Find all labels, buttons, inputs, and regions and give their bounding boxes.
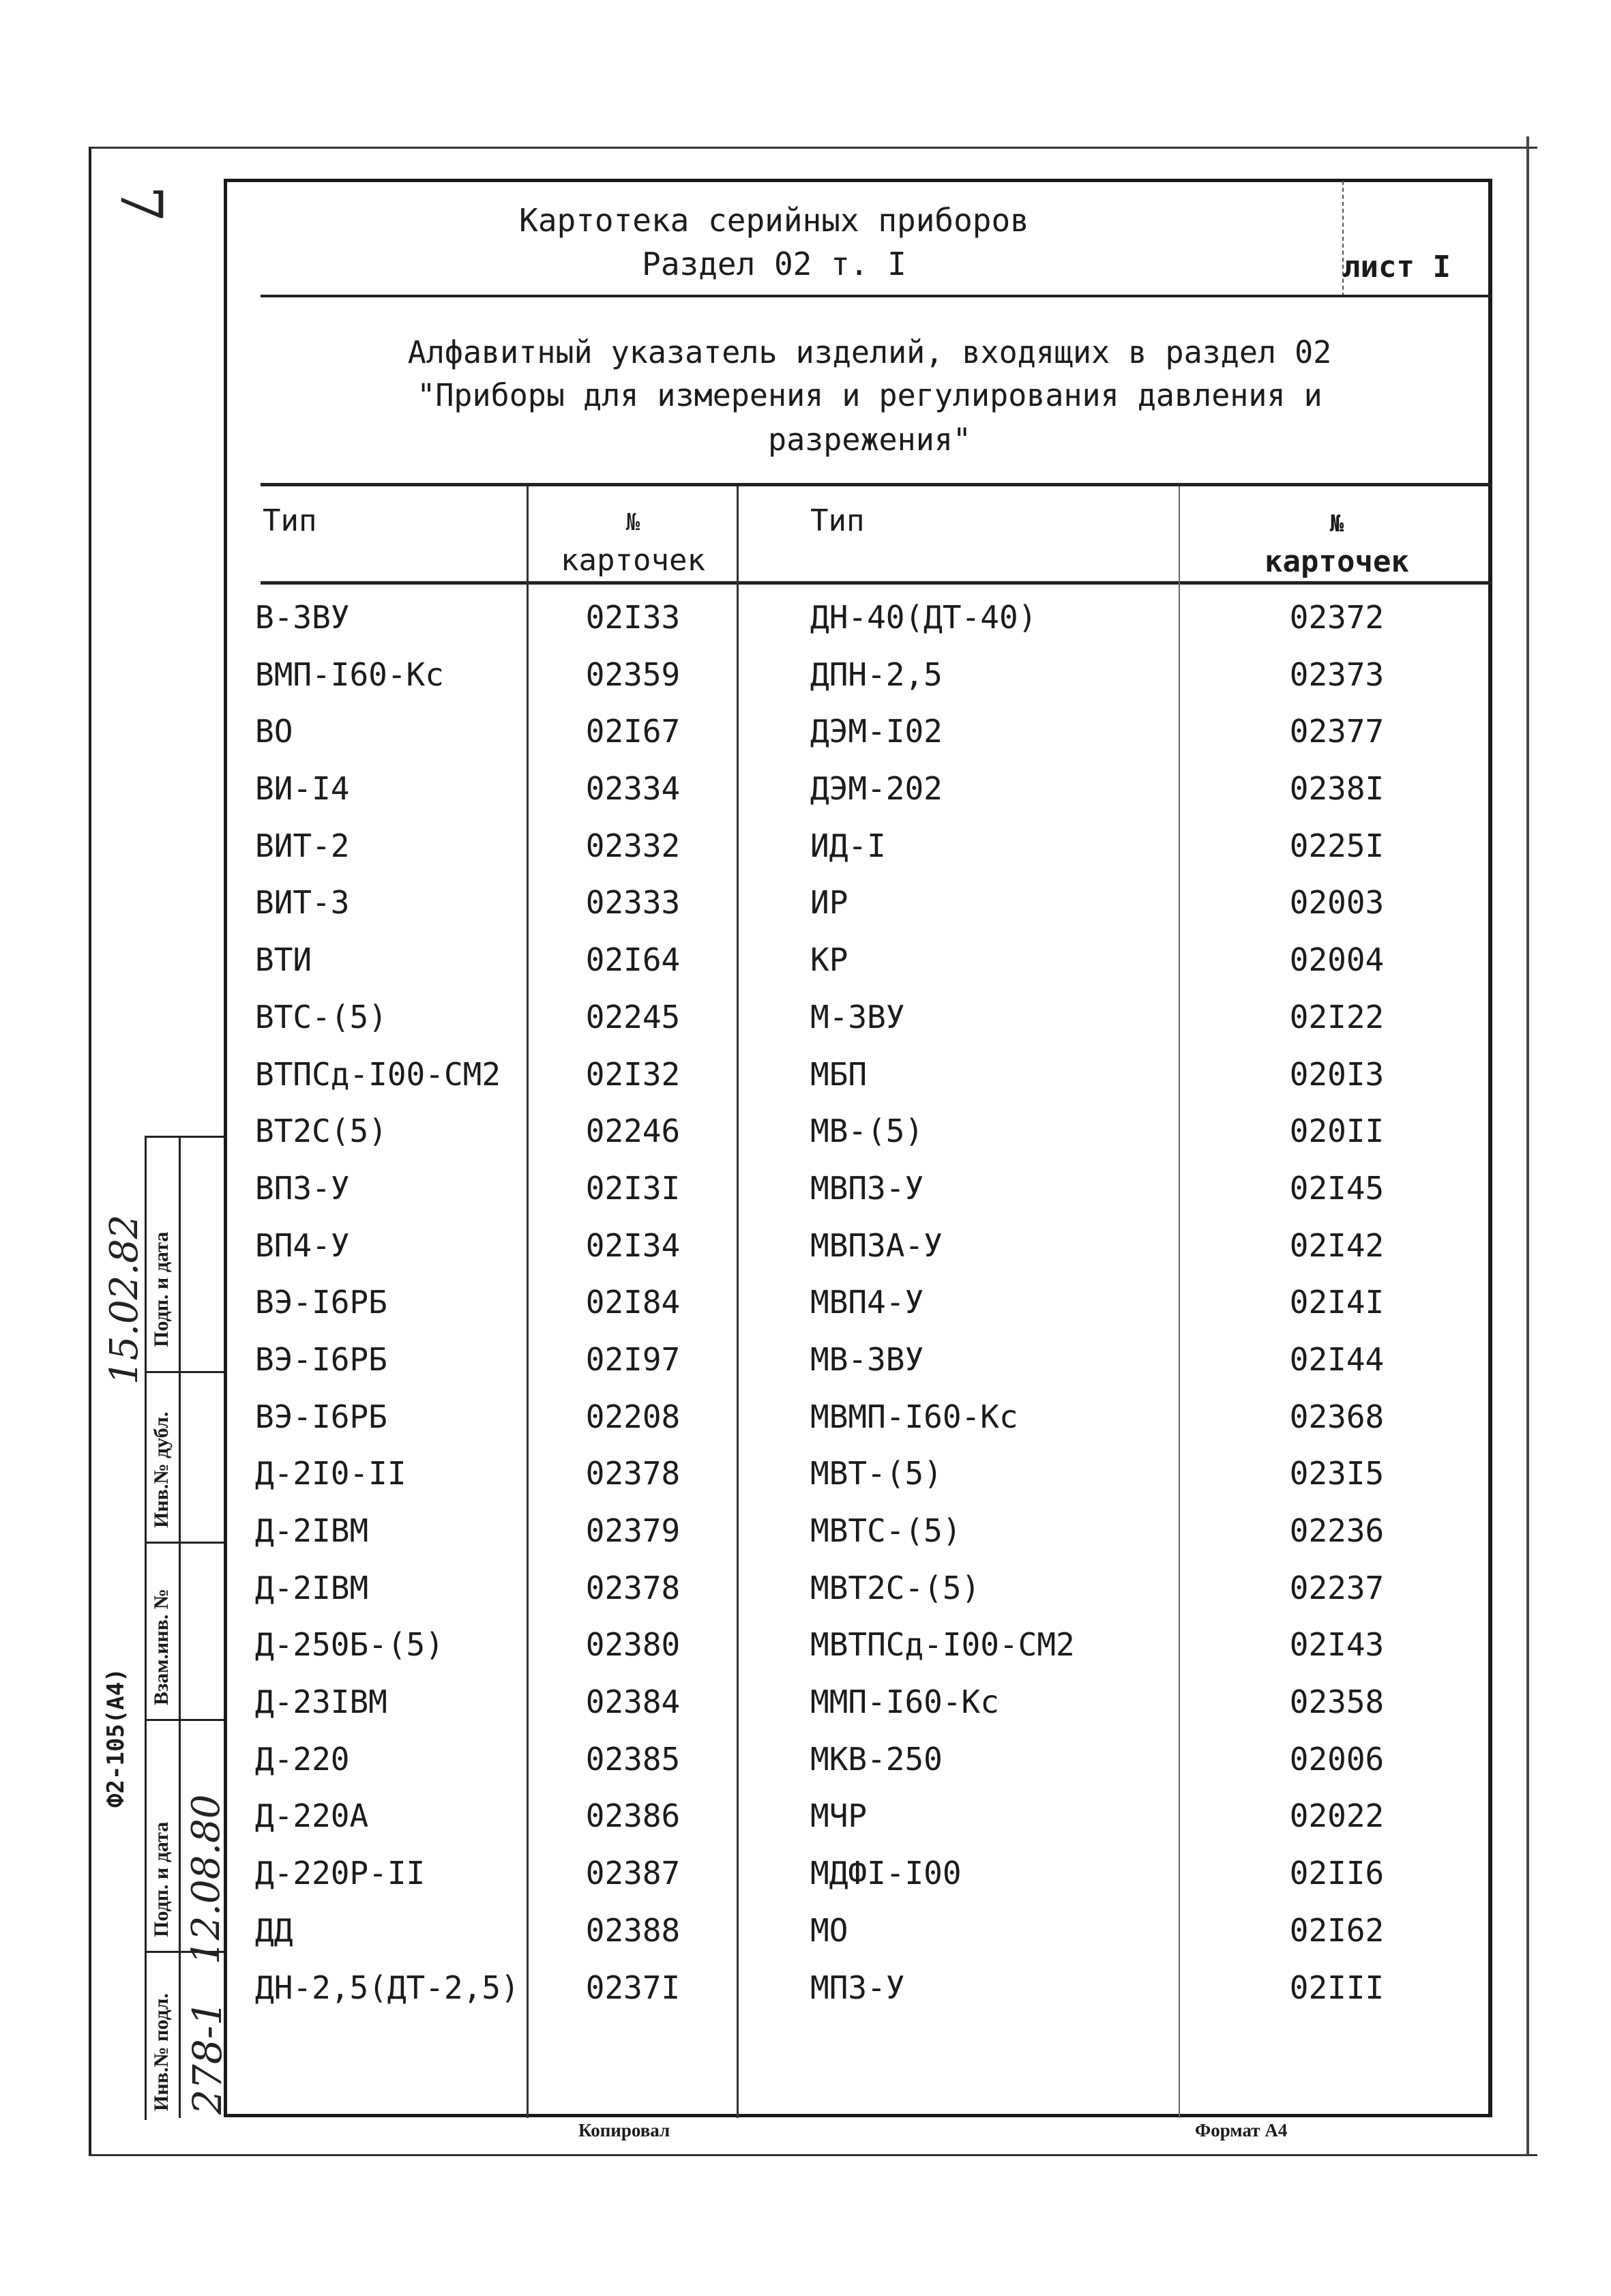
- device-type-right: ДН-40(ДТ-40): [810, 599, 1037, 636]
- device-type-right: ДПН-2,5: [810, 656, 943, 693]
- device-type-left: ВЭ-I6РБ: [255, 1398, 387, 1435]
- stamp-sign-date-1: Подп. и дата: [150, 1231, 173, 1347]
- device-type-left: Д-220А: [255, 1797, 369, 1835]
- index-heading-line-2: "Приборы для измерения и регулирования давления и: [417, 377, 1322, 413]
- card-number-right: 02II6: [1289, 1855, 1385, 1892]
- form-code: Ф2-105(А4): [102, 1668, 130, 1808]
- device-type-left: ВЭ-I6РБ: [255, 1284, 387, 1321]
- table-row: [0, 1056, 1611, 1113]
- card-number-right: 02I22: [1289, 998, 1385, 1035]
- table-row: [0, 1512, 1611, 1570]
- card-number-right: 02I45: [1289, 1169, 1385, 1207]
- card-number-right: 02I4I: [1289, 1284, 1385, 1321]
- card-number-right: 02372: [1289, 599, 1385, 636]
- device-type-right: МЧР: [810, 1797, 868, 1835]
- table-row: [0, 1912, 1611, 1969]
- card-number-left: 02388: [585, 1911, 681, 1949]
- table-row: [0, 1113, 1611, 1170]
- table-row: [0, 1683, 1611, 1741]
- column-header-type-2: Тип: [810, 503, 865, 538]
- card-number-left: 02359: [585, 656, 681, 693]
- table-row: [0, 884, 1611, 941]
- device-type-left: ДД: [255, 1911, 293, 1949]
- stamp-strip-line: [145, 1542, 224, 1544]
- card-number-left: 02387: [585, 1855, 681, 1892]
- card-number-left: 02I32: [585, 1055, 681, 1093]
- device-type-right: МПЗ-У: [810, 1969, 905, 2006]
- sheet-number: лист I: [1342, 250, 1451, 284]
- card-number-right: 02III: [1289, 1969, 1385, 2006]
- section-title: Раздел 02 т. I: [642, 246, 906, 282]
- header-divider: [261, 295, 1492, 297]
- device-type-right: М-ЗВУ: [810, 998, 905, 1035]
- device-type-right: МВПЗА-У: [810, 1226, 943, 1264]
- device-type-left: ДН-2,5(ДТ-2,5): [255, 1969, 520, 2006]
- device-type-left: ВЭ-I6РБ: [255, 1340, 387, 1378]
- device-type-right: МБП: [810, 1055, 868, 1093]
- card-number-right: 023I5: [1289, 1455, 1385, 1492]
- card-number-left: 02385: [585, 1740, 681, 1778]
- column-header-type-1: Тип: [263, 503, 317, 538]
- table-row: [0, 1398, 1611, 1456]
- stamp-dup-inventory: Инв.№ дубл.: [150, 1411, 173, 1528]
- card-number-right: 02004: [1289, 941, 1385, 979]
- card-number-right: 02373: [1289, 656, 1385, 693]
- index-table-body: [0, 599, 1611, 2026]
- device-type-left: ВМП-I60-Кс: [255, 656, 444, 693]
- card-number-right: 0225I: [1289, 827, 1385, 864]
- card-number-left: 02I3I: [585, 1169, 681, 1207]
- index-heading-line-3: разрежения": [767, 422, 971, 458]
- card-number-left: 02386: [585, 1797, 681, 1835]
- device-type-right: ДЭМ-I02: [810, 713, 943, 750]
- stamp-strip-line: [145, 1371, 224, 1373]
- card-number-right: 020II: [1289, 1113, 1385, 1150]
- device-type-right: МДФI-I00: [810, 1855, 962, 1892]
- device-type-right: МВ-ЗВУ: [810, 1340, 924, 1378]
- table-row: [0, 1626, 1611, 1683]
- device-type-left: ВИТ-2: [255, 827, 350, 864]
- card-number-left: 02I84: [585, 1284, 681, 1321]
- number-sign-1: №: [625, 509, 640, 536]
- footer-copied: Копировал: [578, 2120, 670, 2140]
- device-type-left: Д-220Р-II: [255, 1855, 426, 1892]
- card-number-right: 02022: [1289, 1797, 1385, 1835]
- device-type-left: ВО: [255, 713, 293, 750]
- table-row: [0, 1797, 1611, 1855]
- device-type-right: ИД-I: [810, 827, 886, 864]
- device-type-right: МВПЗ-У: [810, 1169, 924, 1207]
- card-number-left: 02333: [585, 884, 681, 922]
- device-type-left: ВТИ: [255, 941, 312, 979]
- card-number-left: 02245: [585, 998, 681, 1035]
- table-row: [0, 1855, 1611, 1912]
- stamp-replacement-inventory: Взам.инв. №: [150, 1589, 173, 1705]
- card-number-right: 02358: [1289, 1683, 1385, 1721]
- device-type-right: ММП-I60-Кс: [810, 1683, 999, 1721]
- table-row: [0, 656, 1611, 713]
- device-type-left: ВИ-I4: [255, 770, 350, 808]
- table-row: [0, 1455, 1611, 1512]
- stamp-original-inventory: Инв.№ подл.: [150, 1993, 173, 2111]
- card-number-left: 02I33: [585, 599, 681, 636]
- handwritten-inventory-number: 278-1: [184, 2000, 231, 2115]
- card-number-left: 02384: [585, 1683, 681, 1721]
- card-number-left: 0237I: [585, 1969, 681, 2006]
- card-number-left: 02246: [585, 1113, 681, 1150]
- card-number-left: 02380: [585, 1626, 681, 1664]
- stamp-strip-divider: [179, 1136, 181, 2118]
- card-number-right: 02I43: [1289, 1626, 1385, 1664]
- device-type-left: ВП4-У: [255, 1226, 350, 1264]
- table-top-border: [261, 483, 1492, 486]
- cards-label-2: карточек: [1265, 544, 1409, 579]
- device-type-right: ИР: [810, 884, 848, 922]
- column-header-cards-2: [1183, 505, 1490, 581]
- device-type-left: Д-250Б-(5): [255, 1626, 444, 1664]
- index-heading-line-1: Алфавитный указатель изделий, входящих в раздел 02: [407, 334, 1332, 370]
- device-type-right: КР: [810, 941, 848, 979]
- card-number-right: 02236: [1289, 1512, 1385, 1549]
- card-number-left: 02378: [585, 1569, 681, 1606]
- stamp-strip-line: [145, 1719, 224, 1721]
- footer-format: Формат А4: [1195, 2120, 1288, 2140]
- card-number-right: 02237: [1289, 1569, 1385, 1606]
- table-row: [0, 1969, 1611, 2027]
- device-type-left: В-ЗВУ: [255, 599, 350, 636]
- device-type-right: МВТПСд-I00-СМ2: [810, 1626, 1075, 1664]
- card-number-right: 02003: [1289, 884, 1385, 922]
- card-number-right: 02I44: [1289, 1340, 1385, 1378]
- device-type-right: МКВ-250: [810, 1740, 943, 1778]
- device-type-left: Д-2I0-II: [255, 1455, 407, 1492]
- device-type-right: МВТС-(5): [810, 1512, 962, 1549]
- device-type-left: Д-220: [255, 1740, 350, 1778]
- card-number-left: 02I34: [585, 1226, 681, 1264]
- table-header-border: [261, 581, 1492, 585]
- corner-number: 7: [107, 186, 175, 222]
- device-type-right: МВТ-(5): [810, 1455, 943, 1492]
- card-number-right: 0238I: [1289, 770, 1385, 808]
- card-number-right: 02I62: [1289, 1911, 1385, 1949]
- card-number-left: 02I64: [585, 941, 681, 979]
- table-row: [0, 599, 1611, 656]
- card-number-right: 020I3: [1289, 1055, 1385, 1093]
- handwritten-date-1: 15.02.82: [102, 1214, 147, 1385]
- device-type-left: Д-23IВМ: [255, 1683, 387, 1721]
- table-row: [0, 1170, 1611, 1227]
- table-row: [0, 1341, 1611, 1398]
- table-row: [0, 827, 1611, 885]
- device-type-right: МВ-(5): [810, 1113, 924, 1150]
- table-row: [0, 770, 1611, 827]
- table-row: [0, 1284, 1611, 1341]
- card-number-right: 02I42: [1289, 1226, 1385, 1264]
- device-type-left: ВИТ-3: [255, 884, 350, 922]
- card-number-left: 02379: [585, 1512, 681, 1549]
- card-number-left: 02334: [585, 770, 681, 808]
- device-type-left: ВТС-(5): [255, 998, 387, 1035]
- card-number-left: 02208: [585, 1398, 681, 1435]
- table-row: [0, 1570, 1611, 1627]
- device-type-right: МО: [810, 1911, 848, 1949]
- catalog-title: Картотека серийных приборов: [519, 202, 1029, 239]
- card-number-right: 02368: [1289, 1398, 1385, 1435]
- column-header-cards-1: [532, 503, 734, 580]
- device-type-left: ВТПСд-I00-СМ2: [255, 1055, 501, 1093]
- card-number-left: 02I67: [585, 713, 681, 750]
- cards-label-1: карточек: [561, 543, 705, 578]
- device-type-left: Д-2IВМ: [255, 1512, 369, 1549]
- card-number-left: 02332: [585, 827, 681, 864]
- number-sign-2: №: [1329, 510, 1344, 538]
- table-row: [0, 999, 1611, 1056]
- card-number-left: 02I97: [585, 1340, 681, 1378]
- device-type-left: ВТ2С(5): [255, 1113, 387, 1150]
- device-type-right: МВТ2С-(5): [810, 1569, 981, 1606]
- stamp-sign-date-2: Подп. и дата: [150, 1821, 173, 1937]
- device-type-right: ДЭМ-202: [810, 770, 943, 808]
- card-number-right: 02006: [1289, 1740, 1385, 1778]
- device-type-left: ВПЗ-У: [255, 1169, 350, 1207]
- table-row: [0, 713, 1611, 770]
- device-type-right: МВП4-У: [810, 1284, 924, 1321]
- table-row: [0, 941, 1611, 999]
- card-number-left: 02378: [585, 1455, 681, 1492]
- device-type-left: Д-2IВМ: [255, 1569, 369, 1606]
- table-row: [0, 1741, 1611, 1798]
- device-type-right: МВМП-I60-Кс: [810, 1398, 1018, 1435]
- table-row: [0, 1227, 1611, 1284]
- card-number-right: 02377: [1289, 713, 1385, 750]
- handwritten-date-2: 12.08.80: [184, 1794, 228, 1964]
